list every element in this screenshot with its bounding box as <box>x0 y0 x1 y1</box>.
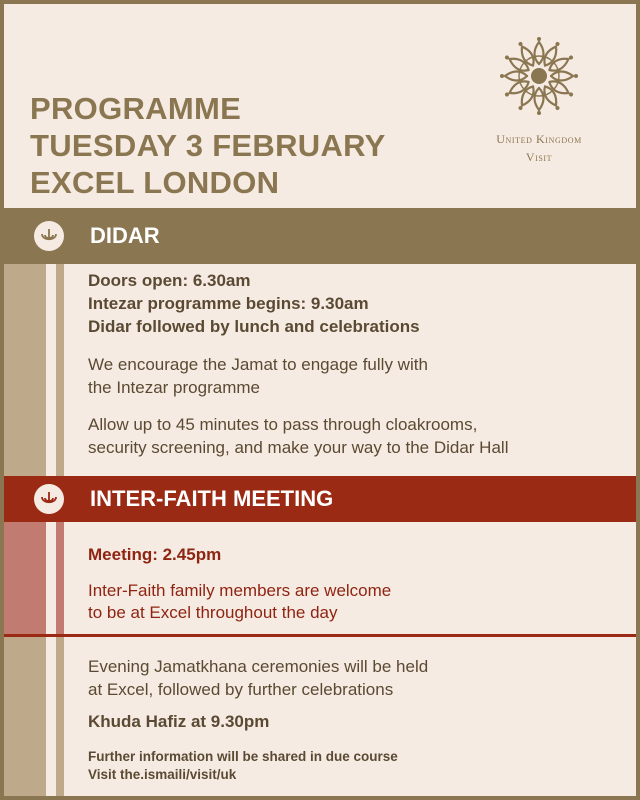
side-rule-red <box>56 522 64 634</box>
title-line-3: EXCEL LONDON <box>30 165 280 200</box>
side-bar <box>4 264 46 476</box>
evening-note-line2: at Excel, followed by further celebrations <box>88 680 394 699</box>
didar-time-1: Doors open: 6.30am <box>88 271 251 290</box>
side-bar-bottom <box>4 637 46 796</box>
didar-note1-line1: We encourage the Jamat to engage fully with <box>88 355 428 374</box>
brand-text <box>464 130 614 166</box>
brand-line-1: United Kingdom <box>496 132 582 146</box>
footer-line1: Further information will be shared in due course <box>88 749 398 764</box>
didar-note1-line2: the Intezar programme <box>88 378 260 397</box>
didar-note2-line1: Allow up to 45 minutes to pass through cloakrooms, <box>88 415 478 434</box>
title-line-1: PROGRAMME <box>30 91 242 126</box>
footer-link[interactable]: Visit the.ismaili/visit/uk <box>88 767 237 782</box>
page-title <box>30 90 386 201</box>
didar-time-2: Intezar programme begins: 9.30am <box>88 294 369 313</box>
section-header-interfaith <box>4 476 636 522</box>
evening-note-line1: Evening Jamatkhana ceremonies will be held <box>88 657 429 676</box>
side-bar-red <box>4 522 46 634</box>
crest-icon <box>34 484 64 514</box>
interfaith-note-line1: Inter-Faith family members are welcome <box>88 581 392 600</box>
closing-time: Khuda Hafiz at 9.30pm <box>88 712 270 731</box>
didar-note2-line2: security screening, and make your way to the Didar Hall <box>88 438 509 457</box>
title-line-2: TUESDAY 3 FEBRUARY <box>30 128 386 163</box>
divider <box>4 634 636 637</box>
didar-time-3: Didar followed by lunch and celebrations <box>88 317 420 336</box>
side-rule <box>56 264 64 476</box>
section-title-interfaith: INTER-FAITH MEETING <box>90 486 334 511</box>
crest-icon <box>34 221 64 251</box>
brand-line-2: Visit <box>525 150 553 164</box>
section-title-didar: DIDAR <box>90 223 160 248</box>
interfaith-time: Meeting: 2.45pm <box>88 545 222 564</box>
ornamental-rosette-icon <box>499 36 579 116</box>
card-inner <box>4 4 636 796</box>
section-header-didar <box>4 208 636 264</box>
interfaith-note-line2: to be at Excel throughout the day <box>88 603 338 622</box>
header <box>4 4 636 208</box>
side-rule-bottom <box>56 637 64 796</box>
